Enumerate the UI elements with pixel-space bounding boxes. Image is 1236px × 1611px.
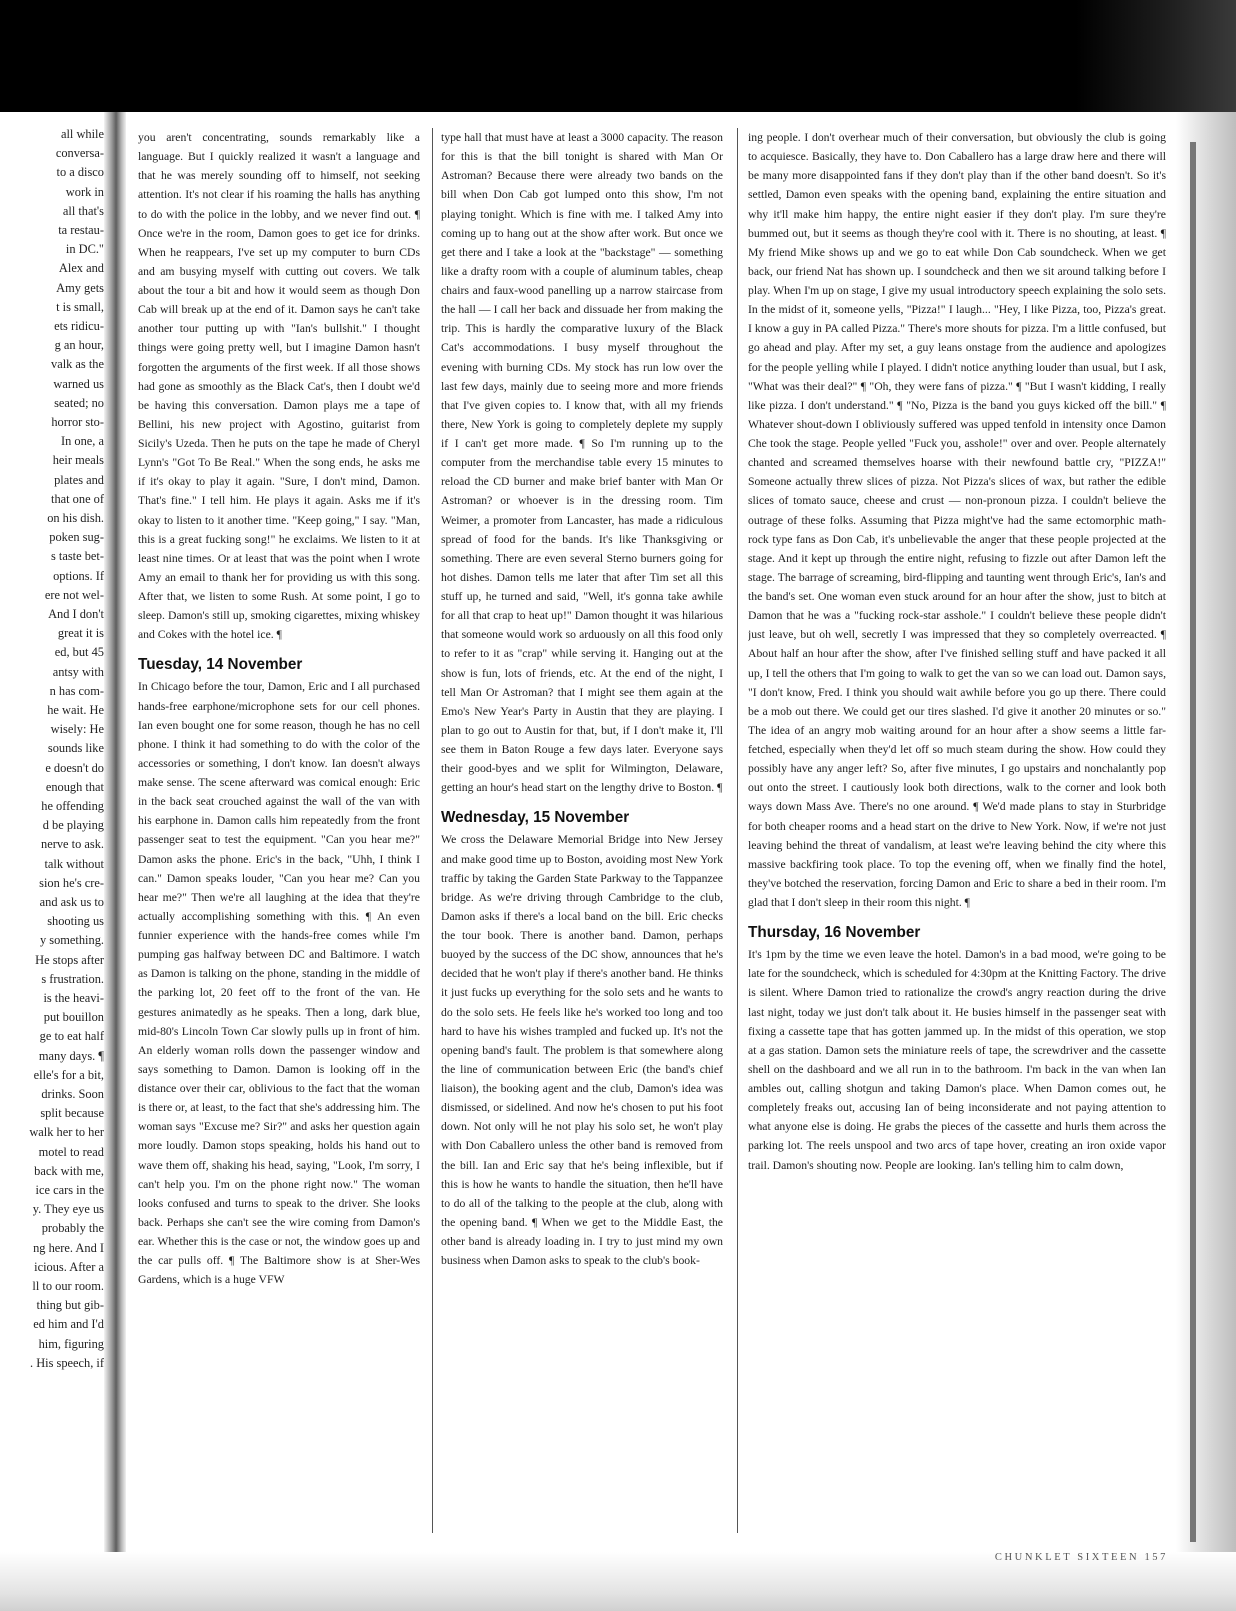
fragment-line: He stops after xyxy=(35,952,104,967)
fragment-line: him, figuring xyxy=(38,1336,104,1351)
fragment-line: horror sto- xyxy=(51,415,104,429)
page-edge-line xyxy=(1190,142,1196,1542)
fragment-line: n has com- xyxy=(49,683,104,698)
fragment-line: drinks. Soon xyxy=(41,1087,104,1101)
fragment-line: and ask us to xyxy=(39,895,104,909)
heading-tuesday: Tuesday, 14 November xyxy=(138,656,303,674)
top-scan-border xyxy=(0,0,1236,112)
fragment-line: . His speech, if xyxy=(30,1355,104,1370)
fragment-line: is the heavi- xyxy=(43,991,104,1005)
col3-paragraph-2: It's 1pm by the time we even leave the hotel. Damon's in a bad mood, we're going to be late for the soundcheck, which is scheduled for 4:30pm at the Knitting Factory. The drive is silent. Where Damon tried to rationalize the crowd's angry reaction during the drive last night, today we just don't talk about it. He busies himself in the passenger seat with fixing a cassette tape that has gotten jammed up. In the midst of this operation, we stop at a gas station. Damon sets the miniature reels of tape, the screwdriver and the cassette shell on the dashboard and we all run in to the bathroom. I'm back in the van when Ian ambles out, calling shotgun and taking Damon's place. When Damon comes out, he completely freaks out, accusing Ian of being inconsiderate and not paying attention to what anyone else is doing. He grabs the pieces of the cassette and hurls them across the parking lot. The reels unspool and two arcs of tape hover, creating an iron oxide vapor trail. Damon's shouting now. People are looking. Ian's telling him to calm down, xyxy=(748,948,1166,1172)
fragment-line: motel to read xyxy=(38,1144,104,1159)
heading-thursday: Thursday, 16 November xyxy=(748,924,921,942)
fragment-line: sounds like xyxy=(47,741,104,756)
fragment-line: ed him and I'd xyxy=(33,1317,104,1332)
fragment-line: all that's xyxy=(62,203,104,218)
fragment-line: walk her to her xyxy=(29,1125,104,1140)
fragment-line: split because xyxy=(40,1106,104,1121)
col2-paragraph-1: type hall that must have at least a 3000 capacity. The reason for this is that the bill tonight is shared with Man Or Astroman? Because there were already two bands on the bill when Don Cab got lumped onto this show, I'm not playing tonight. Which is fine with me. I talked Amy into coming up to hang out at the show after work. But once we get there and I take a look at the "backstage" — something like a drafty room with a couple of aluminum tables, cheap chairs and faux-wood panelling up a narrow staircase from the hall — I call her back and dissuade her from making the trip. This is hardly the comparative luxury of the Black Cat's accommodations. I busy myself throughout the evening with burning CDs. My stock has run low over the last few days, mainly due to seeing more and more friends that I've given copies to. I know that, with all my friends there, New York is going to completely deplete my supply if I can't get more made. ¶ So I'm running up to the computer from the merchandise table every 15 minutes to reload the CD burner and make brief banter with Man Or Astroman? or whoever is in the dressing room. Tim Weimer, a promoter from Lancaster, has made a ridiculous spread of food for the bands. It's like Thanksgiving or something. There are even several Sterno burners going for hot dishes. Damon tells me later that after Tim set all this stuff up, he turned and said, "Well, it's gonna take awhile for all that crap to heat up!" Damon thought it was hilarious that someone would work so arduously on all this food only to refer to it as "crap" while serving it. Hanging out at the show is fun, lots of friends, etc. At the end of the night, I tell Man Or Astroman? that I might see them again at the Emo's New Year's Party in Austin that they are playing. I plan to go out to Austin for that, but, if I don't make it, I'll see them in Baton Rouge a few days later. Everyone says their good-byes and we split for Wilmington, Delaware, getting an hour's head start on the lengthy drive to Boston. ¶ xyxy=(441,131,723,795)
fragment-line: work in xyxy=(65,184,104,199)
fragment-line: ed, but 45 xyxy=(54,645,104,660)
fragment-line: ll to our room. xyxy=(32,1279,104,1293)
fragment-line: ta restau- xyxy=(58,223,104,237)
column-2 xyxy=(441,128,723,1538)
fragment-line: And I don't xyxy=(48,607,104,621)
fragment-line: to a disco xyxy=(56,165,104,180)
fragment-line: options. If xyxy=(53,568,104,583)
fragment-line: that one of xyxy=(51,491,104,506)
col1-paragraph-2: In Chicago before the tour, Damon, Eric and I all purchased hands-free earphone/microphone sets for our cell phones. Ian even bought one for some reason, though he has no cell phone. I think it had something to do with the color of the accessories or something, I don't know. Ian doesn't always make sense. The scene afterward was comical enough: Eric in the back seat crouched against the wall of the van with his earphone in. Damon calls him repeatedly from the front passenger seat to test the equipment. "Can you hear me?" Damon asks the phone. Eric's in the back, "Uhh, I think I can." Damon speaks louder, "Can you hear me? Can you hear me?" Then we're all laughing at the idea that they're actually accomplishing something with this. ¶ An even funnier experience with the hands-free comes while I'm pumping gas halfway between DC and Baltimore. I watch as Damon is talking on the phone, standing in the middle of the parking lot, 20 feet off to the front of the van. He gestures animatedly as he speaks. Then a long, dark blue, mid-80's Lincoln Town Car slowly pulls up in front of him. An elderly woman rolls down the passenger window and says something to Damon. Damon is looking off in the distance over their car, oblivious to the fact that the woman is there or, at least, to the fact that she's addressing him. The woman says "Excuse me? Sir?" and asks her question again more loudly. Damon stops speaking, holds his hand out to wave them off, shaking his head, saying, "Look, I'm sorry, I can't help you. I'm on the phone right now." The woman looks confused and turns to speak to the driver. She looks back. Perhaps she can't see the wire coming from Damon's ear. Whether this is the case or not, the window goes up and the car pulls off. ¶ The Baltimore show is at Sher-Wes Gardens, which is a huge VFW xyxy=(138,680,420,1287)
fragment-line: s taste bet- xyxy=(51,549,104,564)
col1-paragraph-1: you aren't concentrating, sounds remarkably like a language. But I quickly realized it wasn't a language and that he was merely sounding off to himself, not seeking attention. It's not clear if his roaming the halls has anything to do with the police in the lobby, and we never find out. ¶ Once we're in the room, Damon goes to get ice for drinks. When he reappears, I've set up my computer to burn CDs and am busying myself with cutting out covers. We talk about the tour a bit and how it would seem as though Don Cab will break up at the end of it. Damon says he can't take another tour putting up with "Ian's bullshit." I thought things were going pretty well, but I imagine Damon hasn't forgotten the arguments of the first week. If all those shows had gone as smoothly as the Black Cat's, then I doubt we'd be having this conversation. Damon plays me a tape of Bellini, his new project with Agostino, guitarist from Sicily's Uzeda. Then he puts on the tape he made of Cheryl Lynn's "Got To Be Real." When the song ends, he asks me if it's okay to play it again. "Sure, I don't mind, Damon. That's fine." I tell him. He plays it again. Asks me if it's okay to listen to it another time. "Keep going," I say. "Man, this is a great fucking song!" he exclaims. We listen to it at least nine times. Or at least that was the point when I wrote Amy an email to thank her for providing us with this song. After that, we listen to some Rush. At some point, I go to sleep. Damon's still up, smoking cigarettes, mixing whiskey and Cokes with the hotel ice. ¶ xyxy=(138,131,420,642)
fragment-line: back with me, xyxy=(34,1163,104,1178)
column-3 xyxy=(748,128,1166,1538)
right-scan-edge xyxy=(1176,112,1236,1552)
fragment-line: d be playing xyxy=(42,818,104,833)
fragment-line: many days. ¶ xyxy=(38,1048,104,1063)
fragment-line: y something. xyxy=(39,933,104,948)
fragment-line: he wait. He xyxy=(47,703,104,717)
fragment-line: talk without xyxy=(44,856,104,871)
fragment-line: g an hour, xyxy=(54,338,104,353)
fragment-line: antsy with xyxy=(52,664,104,679)
fragment-line: on his dish. xyxy=(47,511,104,525)
col2-paragraph-2: We cross the Delaware Memorial Bridge into New Jersey and make good time up to Boston, avoiding most New York traffic by taking the Garden State Parkway to the Tappanzee bridge. As we're driving through Cambridge to the club, Damon asks if there's a local band on the bill. Eric checks the tour book. There is another band. Damon, perhaps buoyed by the success of the DC show, announces that he's decided that he won't play if there's another band. He thinks it just fucks up everything for the solo sets and he wants to do the solo sets. He feels like he's worked too long and too hard to have his wishes trampled and fucked up. It's not the opening band's fault. The problem is that somewhere along the line of communication between Eric (the band's chief liaison), the booking agent and the club, Damon's idea was dismissed, or sidelined. And now he's chosen to put his foot down. Not only will he not play his solo set, he won't play with Don Caballero unless the other band is removed from the bill. Ian and Eric say that he's being inflexible, but if this is how he wants to handle the situation, then he'll have to do all of the talking to the people at the club, along with the opening band. ¶ When we get to the Middle East, the other band is already loading in. I try to just mind my own business when Damon asks to speak to the club's book- xyxy=(441,833,723,1268)
fragment-line: he offending xyxy=(41,799,104,813)
fragment-line: sion he's cre- xyxy=(39,875,104,890)
fragment-line: ets ridicu- xyxy=(54,319,104,333)
fragment-line: wisely: He xyxy=(50,722,104,737)
fragment-line: icious. After a xyxy=(34,1259,104,1274)
scan-noise xyxy=(1076,0,1236,112)
column-rule xyxy=(737,128,738,1533)
fragment-line: warned us xyxy=(53,376,104,391)
fragment-line: seated; no xyxy=(54,395,104,410)
fragment-line: put bouillon xyxy=(43,1010,104,1025)
book-gutter-shadow xyxy=(104,112,126,1552)
col3-paragraph-1: ing people. I don't overhear much of their conversation, but obviously the club is going to acquiesce. Basically, they have to. Don Caballero has a large draw here and there will be many more disappointed fans if they don't play than if the other band doesn't. So it's settled, Damon even speaks with the opening band, explaining the entire situation and why it'll make him happy, the entire night easier if they don't play. I'm sure they're bummed out, but it seems as though they're cool with it. There is no shouting, at least. ¶ My friend Mike shows up and we go to eat while Don Cab soundcheck. When we get back, our friend Nat has shown up. I soundcheck and then we sit around talking before I play. When I'm up on stage, I give my usual introductory speech explaining the solo sets. In the midst of it, someone yells, "Pizza!" I laugh... "Hey, I like Pizza, too, Pizza's great. I know a guy in PA called Pizza." There's more shouts for pizza. I'm a little confused, but go ahead and play. After my set, a guy leans onstage from the audience and apologizes for the people yelling while I played. I didn't notice anything louder than usual, but I ask, "What was their deal?" ¶ "Oh, they were fans of pizza." ¶ "But I wasn't kidding, I really like pizza. I don't understand." ¶ "No, Pizza is the band you guys kicked off the bill." ¶ Whatever shout-down I obliviously suffered was upped tenfold in intensity once Damon Che took the stage. People yelled "Fuck you, asshole!" over and over. People alternately chanted and screamed themselves hoarse with their newfound battle cry, "PIZZA!" Someone actually threw slices of pizza. Not Pizza's slices of wax, but rather the edible slices of tomato sauce, cheese and crust — non-pronoun pizza. I couldn't believe the outrage of these folks. Assuming that Pizza might've had the same ectomorphic math-rock type fans as Don Cab, it's unbelievable the anger that these people projected at the stage. And it kept up through the entire night, refusing to fizzle out after Damon left the stage. The barrage of screaming, bird-flipping and taunting went through Eric's, Ian's and the band's set. One woman even stuck around for an hour after the show, just to bitch at Damon that he was a "fucking rock-star asshole." I couldn't believe these people didn't just leave, but oh well, secretly I was impressed that they so completely overreacted. ¶ About half an hour after the show, after I've finished selling stuff and have packed it all up, I tell the others that I'm going to walk to get the van so we can load out. Damon says, "I don't know, Fred. I think you should wait awhile before you go up there. There could be a mob out there. We could get our tires slashed. I'd give it another 20 minutes or so." The idea of an angry mob waiting around for an hour after a show seems a little far-fetched, especially when they'd let off so much steam during the show. How could they possibly have any anger left? So, after five minutes, I go upstairs and nonchalantly pop out onto the street. I cautiously look both directions, walk to the corner and look both ways down Mass Ave. There's no one around. ¶ We'd made plans to stay in Sturbridge for both cheaper rooms and a head start on the drive to New York. Now, if we're not just leaving behind the threat of vandalism, at least we're leaving behind the city where this massive backfiring took place. To top the evening off, when we finally find the hotel, they've botched the reservation, forcing Damon and Eric to share a bed in their room. I'm glad that I don't sleep in their room this night. ¶ xyxy=(748,131,1166,909)
fragment-line: enough that xyxy=(45,779,104,794)
fragment-line: valk as the xyxy=(51,357,104,372)
fragment-line: e doesn't do xyxy=(45,760,104,775)
fragment-line: thing but gib- xyxy=(36,1298,104,1313)
previous-page-fragment xyxy=(0,125,110,1515)
fragment-line: heir meals xyxy=(52,453,104,468)
fragment-line: in DC." xyxy=(65,242,104,257)
fragment-line: plates and xyxy=(54,472,104,487)
fragment-line: t is small, xyxy=(56,299,104,314)
fragment-line: ere not wel- xyxy=(44,587,104,602)
fragment-line: nerve to ask. xyxy=(41,837,104,852)
fragment-line: Alex and xyxy=(58,261,104,276)
fragment-line: ice cars in the xyxy=(35,1183,104,1197)
fragment-line: elle's for a bit, xyxy=(33,1067,104,1082)
fragment-line: s frustration. xyxy=(41,971,104,986)
fragment-line: ng here. And I xyxy=(33,1240,104,1255)
fragment-line: shooting us xyxy=(47,914,104,929)
fragment-line: conversa- xyxy=(55,146,104,161)
column-rule xyxy=(432,128,433,1533)
fragment-line: Amy gets xyxy=(56,280,104,295)
running-footer: CHUNKLET SIXTEEN 157 xyxy=(994,1552,1168,1563)
fragment-line: ge to eat half xyxy=(39,1029,104,1044)
fragment-line: In one, a xyxy=(60,434,104,449)
fragment-line: y. They eye us xyxy=(32,1202,104,1217)
fragment-line: probably the xyxy=(41,1221,104,1236)
fragment-line: great it is xyxy=(57,626,104,641)
heading-wednesday: Wednesday, 15 November xyxy=(441,809,630,827)
fragment-line: all while xyxy=(60,127,104,141)
column-1 xyxy=(138,128,420,1538)
fragment-line: poken sug- xyxy=(49,530,104,545)
